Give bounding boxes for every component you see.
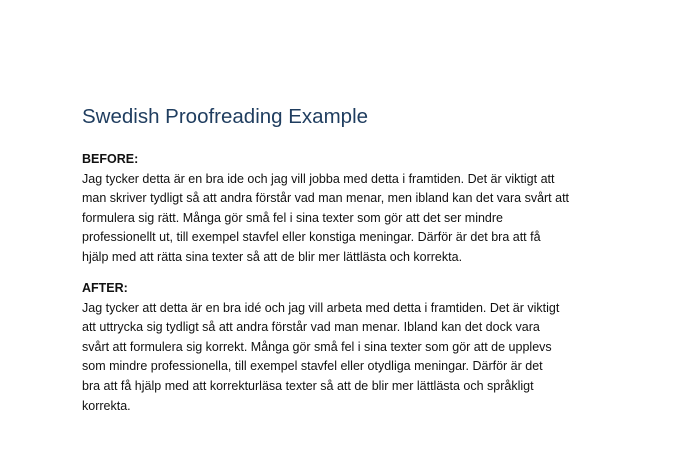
before-line: formulera sig rätt. Många gör små fel i sina texter som gör att det ser mindre — [82, 210, 504, 225]
before-line: hjälp med att rätta sina texter så att de blir mer lättlästa och korrekta. — [82, 249, 463, 264]
before-label: BEFORE: — [82, 152, 139, 166]
after-line: bra att få hjälp med att korrekturläsa texter så att de blir mer lättlästa och språkligt — [82, 378, 534, 393]
before-section — [82, 150, 612, 268]
before-paragraph — [82, 170, 612, 268]
after-line: att uttrycka sig tydligt så att andra förstår vad man menar. Ibland kan det dock vara — [82, 320, 540, 335]
before-line: man skriver tydligt så att andra förstår vad man menar, men ibland kan det vara svårt att — [82, 191, 570, 206]
after-label: AFTER: — [82, 281, 128, 295]
after-line: Jag tycker att detta är en bra idé och jag vill arbeta med detta i framtiden. Det är viktigt — [82, 300, 560, 315]
before-line: professionellt ut, till exempel stavfel eller konstiga meningar. Därför är det bra att få — [82, 230, 541, 245]
document-title: Swedish Proofreading Example — [82, 105, 369, 128]
after-paragraph — [82, 299, 612, 417]
after-line: som mindre professionella, till exempel stavfel eller otydliga meningar. Därför är det — [82, 359, 543, 374]
before-line: Jag tycker detta är en bra ide och jag vill jobba med detta i framtiden. Det är viktigt att — [82, 171, 555, 186]
after-line: korrekta. — [82, 398, 131, 413]
after-line: svårt att formulera sig korrekt. Många gör små fel i sina texter som gör att de upplevs — [82, 339, 552, 354]
after-section — [82, 279, 612, 416]
